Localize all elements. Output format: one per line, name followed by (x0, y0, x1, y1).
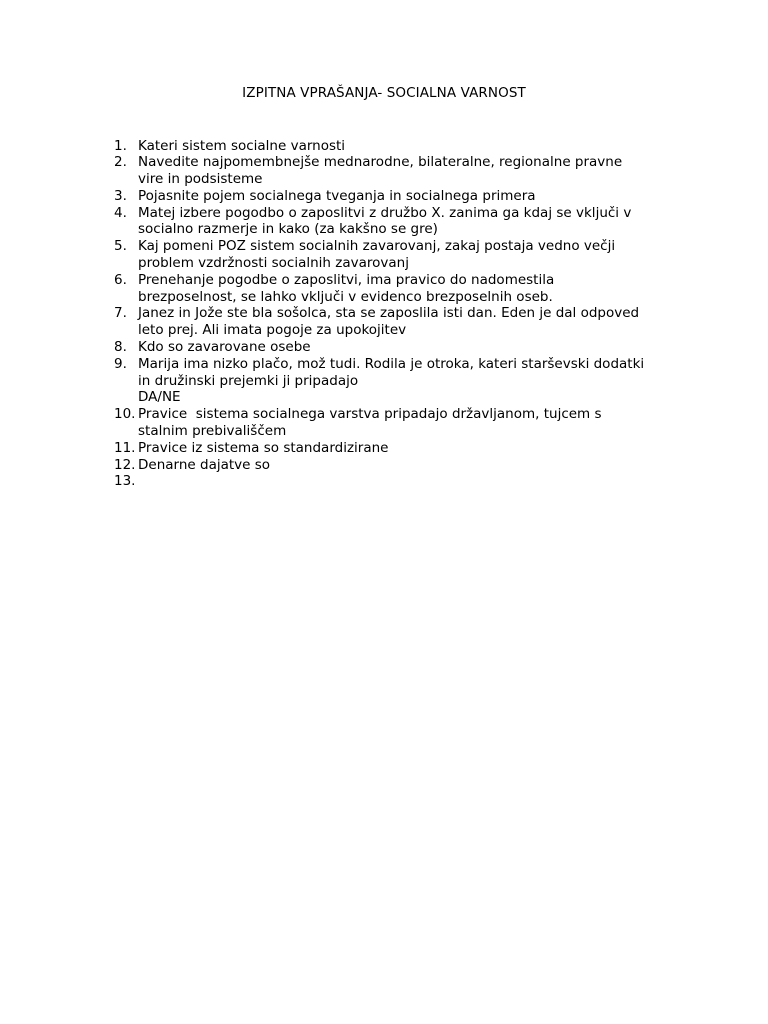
question-number: 4. (114, 204, 127, 221)
question-number: 1. (114, 137, 127, 154)
question-item (114, 356, 694, 406)
question-item (114, 440, 694, 457)
question-item (114, 457, 694, 474)
question-number: 6. (114, 271, 127, 288)
question-number: 10. (114, 406, 136, 423)
question-text: Pravice iz sistema so standardizirane (138, 439, 389, 456)
question-number: 13. (114, 473, 136, 490)
question-item (114, 406, 694, 440)
question-text: Marija ima nizko plačo, mož tudi. Rodila je otroka, kateri starševski dodatki (138, 355, 645, 372)
question-number: 5. (114, 238, 127, 255)
question-text: leto prej. Ali imata pogoje za upokojitev (138, 322, 407, 339)
question-text: brezposelnost, se lahko vključi v evidenco brezposelnih oseb. (138, 288, 553, 305)
question-number: 12. (114, 456, 136, 473)
question-item (114, 188, 694, 205)
question-text: socialno razmerje in kako (za kakšno se gre) (138, 221, 438, 238)
question-item (114, 339, 694, 356)
question-text: Matej izbere pogodbo o zaposlitvi z družbo X. zanima ga kdaj se vključi v (138, 204, 632, 221)
question-text: Janez in Jože ste bla sošolca, sta se zaposlila isti dan. Eden je dal odpoved (138, 305, 640, 322)
question-text (138, 473, 694, 490)
question-text: Kateri sistem socialne varnosti (138, 137, 346, 154)
question-text: Prenehanje pogodbe o zaposlitvi, ima pravico do nadomestila (138, 271, 555, 288)
question-text: Pojasnite pojem socialnega tveganja in socialnega primera (138, 187, 536, 204)
question-text: vire in podsisteme (138, 171, 263, 188)
page-title: IZPITNA VPRAŠANJA- SOCIALNA VARNOST (242, 85, 526, 101)
question-list (114, 138, 694, 491)
question-text: Navedite najpomembnejše mednarodne, bilateralne, regionalne pravne (138, 154, 623, 171)
question-number: 3. (114, 187, 127, 204)
question-number: 11. (114, 439, 136, 456)
question-text: Kaj pomeni POZ sistem socialnih zavarovanj, zakaj postaja vedno večji (138, 238, 616, 255)
question-item (114, 272, 694, 306)
question-item (114, 305, 694, 339)
question-text: Denarne dajatve so (138, 456, 271, 473)
question-item (114, 205, 694, 239)
question-number: 9. (114, 355, 127, 372)
question-item (114, 473, 694, 490)
question-item (114, 238, 694, 272)
question-number: 8. (114, 339, 127, 356)
question-text: Kdo so zavarovane osebe (138, 339, 311, 356)
question-number: 7. (114, 305, 127, 322)
question-text: problem vzdržnosti socialnih zavarovanj (138, 255, 409, 272)
question-text: stalnim prebivališčem (138, 423, 287, 440)
question-text: in družinski prejemki ji pripadajo (138, 372, 359, 389)
question-number: 2. (114, 154, 127, 171)
question-text: Pravice sistema socialnega varstva pripadajo državljanom, tujcem s (138, 406, 602, 423)
question-item (114, 154, 694, 188)
question-item (114, 138, 694, 155)
question-text: DA/NE (138, 389, 181, 406)
